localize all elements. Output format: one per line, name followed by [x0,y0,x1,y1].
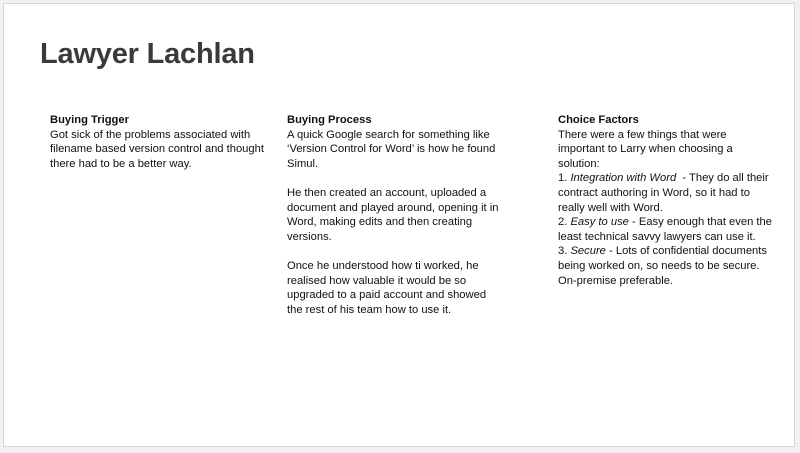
choice-factor-number: 3. [558,245,571,258]
choice-factor-text: - They do all their contract authoring in Word, so it had to really well with Word. [558,172,772,214]
slide-title: Lawyer Lachlan [40,38,255,70]
choice-factor-item [558,215,776,244]
buying-trigger-column [50,113,265,171]
slide [3,3,795,447]
choice-factor-label: Easy to use [570,216,629,229]
buying-process-paragraph: He then created an account, uploaded a document and played around, opening it in Word, making edits and then creating versions. [287,186,499,243]
buying-trigger-text: Got sick of the problems associated with filename based version control and thought there had to be a better way. [50,128,264,170]
buying-trigger-heading: Buying Trigger [50,114,129,126]
choice-factor-item [558,244,773,288]
choice-factor-label: Integration with Word [570,172,677,185]
buying-process-heading: Buying Process [287,114,372,126]
choice-factor-label: Secure [570,245,606,258]
buying-process-paragraph: Once he understood how ti worked, he realised how valuable it would be so upgraded to a paid account and showed the rest of his team how to use it. [287,259,487,316]
choice-factors-heading: Choice Factors [558,114,639,126]
choice-factors-intro: There were a few things that were important to Larry when choosing a solution: [558,128,733,170]
buying-process-column [287,113,502,317]
choice-factor-item [558,171,773,215]
choice-factor-text: - Easy enough that even the least technical savvy lawyers can use it. [558,216,776,243]
choice-factor-text: - Lots of confidential documents being worked on, so needs to be secure. On-premise preferable. [558,245,771,287]
choice-factor-number: 1. [558,172,571,185]
choice-factors-column [558,113,776,288]
buying-process-paragraph: A quick Google search for something like ‘Version Control for Word’ is how he found Simul. [287,128,496,170]
choice-factor-number: 2. [558,216,571,229]
